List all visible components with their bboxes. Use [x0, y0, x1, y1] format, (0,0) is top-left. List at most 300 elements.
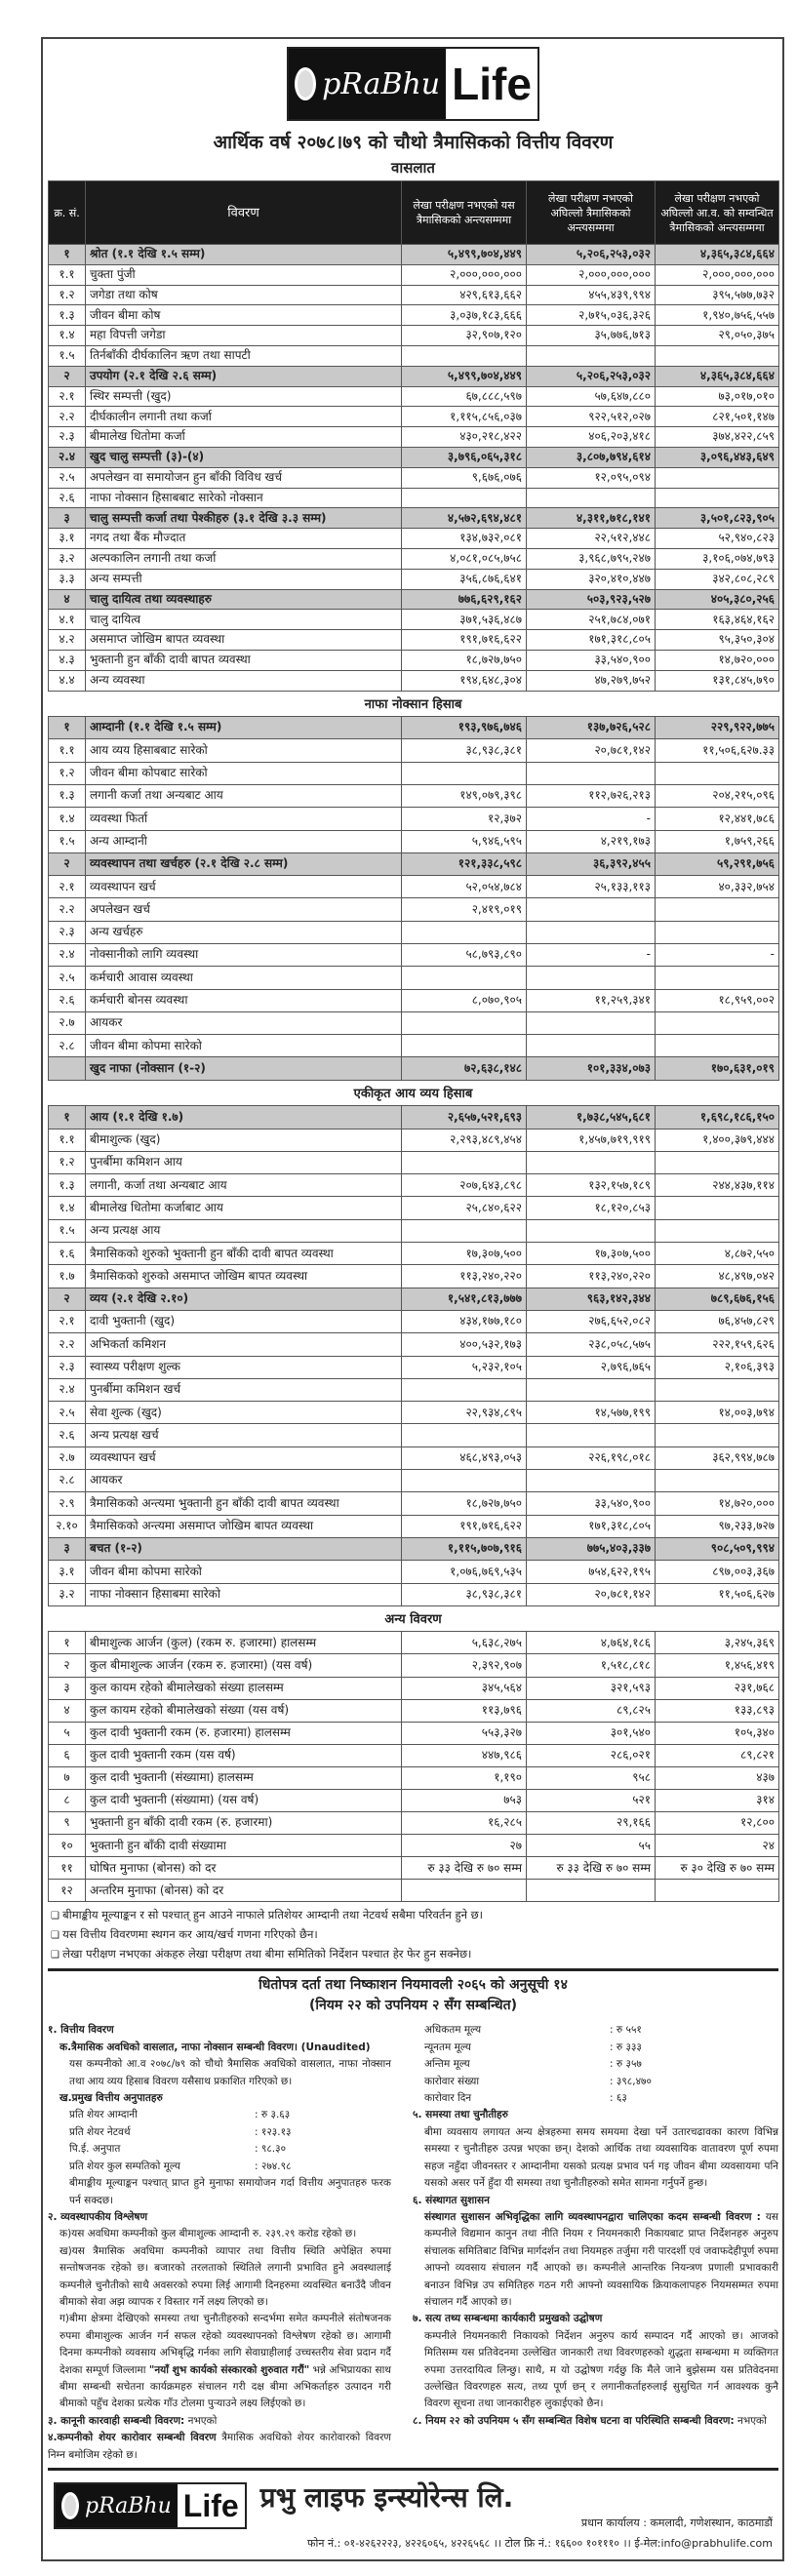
column-header-c2: लेखा परीक्षण नभएको अघिल्लो त्रैमासिकको अन्त्यसम्ममा	[527, 181, 656, 245]
row-value: २९,१६६	[527, 1812, 656, 1835]
row-value: १,९४०,७५६,५५७	[656, 305, 779, 326]
row-value: ७५४,६२२,१९५	[527, 1561, 656, 1583]
section-subheading: ख.प्रमुख वित्तीय अनुपातहरु	[60, 2092, 163, 2105]
row-value: १४,००३,७९४	[656, 1402, 779, 1424]
table-row	[49, 1310, 779, 1332]
row-label: आयकर	[86, 1470, 402, 1492]
table-row	[49, 245, 779, 265]
table-row	[49, 967, 779, 989]
row-label: व्यवस्थापन खर्च	[86, 876, 402, 898]
row-number: १०	[49, 1835, 86, 1857]
row-label: कुल दावी भुक्तानी रकम (यस वर्ष)	[86, 1744, 402, 1766]
row-value	[402, 1378, 527, 1401]
row-label: नोक्सानीको लागि व्यवस्था	[86, 944, 402, 967]
row-value: ३,७९६,०६५,३१८	[402, 447, 527, 467]
row-label: आय (१.१ देखि १.७)	[86, 1106, 402, 1129]
ratio-value: : रु ३.६३	[255, 2109, 291, 2121]
row-label: जीवन बीमा कोपमा सारेको	[86, 1561, 402, 1583]
row-value: ४३०,२१८,४२२	[402, 427, 527, 448]
row-value: २,७९६,७६५	[527, 1356, 656, 1378]
table-row	[49, 610, 779, 630]
table-row	[49, 427, 779, 448]
row-label: बीमाशुल्क (खुद)	[86, 1129, 402, 1151]
table-row	[49, 1424, 779, 1447]
table-row	[49, 1515, 779, 1537]
row-value	[656, 467, 779, 488]
row-label: चालु सम्पत्ती कर्जा तथा पेश्कीहरु (३.१ देखि ३.३ सम्म)	[86, 508, 402, 529]
row-number: २.२	[49, 407, 86, 427]
ratio-label: प्रति शेयर कुल सम्पतिको मूल्य	[69, 2160, 180, 2172]
row-value	[527, 1035, 656, 1057]
row-value: ३,१०६,०७४,७९३	[656, 548, 779, 569]
row-value: ३७१,५३६,४८७	[402, 610, 527, 630]
row-label: लगानी, कर्जा तथा अन्यबाट आय	[86, 1174, 402, 1197]
row-label: चालु दायित्व	[86, 610, 402, 630]
profit-loss-heading: नाफा नोक्सान हिसाब	[364, 696, 462, 712]
row-value: २,०००,०००,०००	[402, 264, 527, 285]
row-value: ३१४	[656, 1789, 779, 1811]
table-row	[49, 876, 779, 898]
row-label: महा विपत्ती जगेडा	[86, 326, 402, 346]
row-value: १७०,६३१,०१९	[656, 1057, 779, 1080]
row-number: ४.३	[49, 650, 86, 670]
row-value: १,७५९,२६६	[656, 830, 779, 852]
row-value: ७६,४५७,८२९	[656, 1310, 779, 1332]
ratio-value: : १२३.१३	[255, 2125, 292, 2138]
row-value: ४००,५३२,१७३	[402, 1333, 527, 1356]
row-value: ४,५७२,६९४,४८१	[402, 508, 527, 529]
row-value: ५,४९९,७०४,४४९	[402, 366, 527, 386]
logo-text: pRaBhu	[85, 2493, 172, 2518]
row-label: व्यवस्था फिर्ता	[86, 808, 402, 830]
table-row	[49, 762, 779, 784]
row-number: २.४	[49, 944, 86, 967]
row-label: घोषित मुनाफा (बोनस) को दर	[86, 1857, 402, 1880]
row-number: १.४	[49, 326, 86, 346]
row-label: तिर्नबाँकी दीर्घकालिन ऋण तथा सापटी	[86, 345, 402, 366]
section-value: नभएको	[737, 2414, 767, 2427]
table-row	[49, 1583, 779, 1605]
row-label: त्रैमासिकको शुरुको भुक्तानी हुन बाँकी दावी बापत व्यवस्था	[86, 1243, 402, 1265]
row-value: ११,५०६,६२७.३३	[656, 739, 779, 762]
row-number: २	[49, 1288, 86, 1310]
row-value: २०,७८१,१४२	[527, 739, 656, 762]
table-row	[49, 589, 779, 610]
row-value: १८,९५९,००२	[656, 989, 779, 1011]
row-value: १०५,३४०	[656, 1722, 779, 1744]
table-row	[49, 285, 779, 305]
row-number: ९	[49, 1812, 86, 1835]
row-value: २४४,४३७,११४	[656, 1174, 779, 1197]
row-number: १.४	[49, 808, 86, 830]
row-value: ३५६,८७६,६४१	[402, 569, 527, 589]
paragraph: बीमा व्यवसाय लगायत अन्य क्षेत्रहरुमा समय समयमा देखा पर्ने उतारचढावका कारण विभिन्न समस्या र चुनौतीहरु उत्पन्न भएका छन्। देशको आर्थिक तथा व्यवसायिक वातावरण पूर्ण रुपमा सहज नहुँदा जीवनस्तर र आम्दानीमा यसको प्रत्यक्ष प्रभाव पर्न गइ जीवन बीमा व्यवसायमा पनि यसको असर पर्ने हुँदा यी समस्या तथा चुनौतीहरुको समेत सामना गर्नुपर्ने हुन्छ।	[424, 2125, 778, 2190]
row-value: २२,९३४,८९५	[402, 1402, 527, 1424]
row-value: ३८,९३८,३८१	[402, 1583, 527, 1605]
row-label: जगेडा तथा कोष	[86, 285, 402, 305]
row-value: १२,४४१,७८६	[656, 808, 779, 830]
row-value: ३,५०१,८२३,९०५	[656, 508, 779, 529]
paragraph	[424, 2209, 778, 2311]
text: भन्ने अभिप्रायका साथ बीमा सम्बन्धी सचेतना कार्यक्रमहरु संचालन गरी दक्ष बीमा अभिकर्ताहरु उत्पादन गरी बीमाको पहुँच देशका प्रत्येक गाँउ टोलमा पुर्‍याउने लक्ष्य लिईएको छ।	[60, 2363, 392, 2410]
row-label: कुल बीमाशुल्क आर्जन (रकम रु. हजारमा) (यस वर्ष)	[86, 1654, 402, 1677]
section-heading: ८. नियम २२ को उपनियम ५ सँग सम्बन्धित विशेष घटना वा परिस्थिति सम्बन्धी विवरण:	[413, 2414, 735, 2427]
row-value: ५,२०६,२५३,०३२	[527, 245, 656, 265]
column-header-sn: क्र. सं.	[49, 181, 86, 245]
row-value: ५९,२९१,७५६	[656, 852, 779, 875]
row-value: २,०००,०००,०००	[527, 264, 656, 285]
row-value: १४,७२०,०००	[656, 1492, 779, 1515]
row-value: १६,२८५	[402, 1812, 527, 1835]
row-value	[527, 1378, 656, 1401]
ratio-list	[48, 2107, 391, 2208]
row-number: ६	[49, 1744, 86, 1766]
table-row	[49, 326, 779, 346]
row-value: ४,३६५,३८४,६६४	[656, 366, 779, 386]
row-label: त्रैमासिकको अन्त्यमा असमाप्त जोखिम बापत व्यवस्था	[86, 1515, 402, 1537]
row-value: १७,३०७,५००	[402, 1243, 527, 1265]
table-row	[49, 1402, 779, 1424]
row-value: २,४१९,०१९	[402, 898, 527, 921]
section-subheading: क.त्रैमासिक अवधिको वासलात, नाफा नोक्सान सम्बन्धी विवरण। (Unaudited)	[60, 2041, 371, 2053]
row-number: १.५	[49, 345, 86, 366]
row-value: १९१,७१६,६२२	[402, 630, 527, 651]
row-value: ५,६३८,२७५	[402, 1632, 527, 1654]
table-row	[49, 569, 779, 589]
row-number: ३.१	[49, 1561, 86, 1583]
text: यस कम्पनीले विद्यमान कानुन तथा नीति नियम र नियमनकारी निकायबाट प्राप्त निर्देशनहरु अनुरुप संचालक समितिबाट विभिन्न मार्गदर्शन तथा नियमहरु तर्जुमा गरी पारदर्शी एवं जवाफदेहीपूर्ण रुपमा आफ्नो व्यवसाय संचालन गर्दै आएको छ। कम्पनीले आन्तरिक नियन्त्रण प्रणाली प्रभावकारी बनाउन विभिन्न उप समितिहरु गठन गरी आफ्नो व्यवसायिक क्रियाकलापहरु नियमसम्मत रुपमा संचालन गर्दै आएको छ।	[424, 2210, 779, 2308]
share-label: अधिकतम मूल्य	[424, 2024, 482, 2037]
row-value: ३४५,५६४	[402, 1677, 527, 1699]
row-number: २.१	[49, 876, 86, 898]
row-value	[402, 921, 527, 943]
row-value: ११३,२४०,२२०	[402, 1265, 527, 1288]
row-label: पुनर्बीमा कमिशन आय	[86, 1151, 402, 1173]
row-number	[49, 1057, 86, 1080]
table-row	[49, 1129, 779, 1151]
row-value: १४,५७७,१९९	[527, 1402, 656, 1424]
row-value: १२१,३३८,५९८	[402, 852, 527, 875]
row-value: ५०३,९२३,५२७	[527, 589, 656, 610]
row-value	[656, 1880, 779, 1902]
row-value: ४४७,९८६	[402, 1744, 527, 1766]
row-label: खुद नाफा (नोक्सान (१-२)	[86, 1057, 402, 1080]
row-label: अन्य व्यवस्था	[86, 670, 402, 691]
share-value: : रु ३५७	[610, 2058, 642, 2071]
row-value: १०१,३३४,०७३	[527, 1057, 656, 1080]
row-number: ४.४	[49, 670, 86, 691]
row-number: २.८	[49, 1470, 86, 1492]
row-value: ११,५०६,६२७	[656, 1583, 779, 1605]
row-value: ४,३११,७१८,१४१	[527, 508, 656, 529]
row-label: नाफा नोक्सान हिसाबबाट सारेको नोक्सान	[86, 488, 402, 508]
row-value: २३८,०५८,५७५	[527, 1333, 656, 1356]
row-number: २.५	[49, 967, 86, 989]
column-header-c3: लेखा परीक्षण नभएको अघिल्लो आ.व. को सम्वन्धित त्रैमासिकको अन्त्यसम्ममा	[656, 181, 779, 245]
table-row	[49, 1561, 779, 1583]
row-value	[402, 1880, 527, 1902]
row-value	[527, 898, 656, 921]
table-row	[49, 1333, 779, 1356]
row-value: २,३९२,९०७	[402, 1654, 527, 1677]
row-label: अन्य खर्चहरु	[86, 921, 402, 943]
row-label: असमाप्त जोखिम बापत व्यवस्था	[86, 630, 402, 651]
ratio-value: : ९८.३०	[255, 2143, 287, 2156]
schedule-left-column	[48, 2022, 391, 2464]
row-value: ४७,२७९,७५२	[527, 670, 656, 691]
logo-life: Life	[182, 2487, 239, 2523]
section-heading: ६. संस्थागत सुशासन	[413, 2194, 490, 2206]
row-value	[656, 1011, 779, 1034]
row-value: ५७,६४७,८८०	[527, 386, 656, 407]
row-number: १.२	[49, 1151, 86, 1173]
row-number: १.४	[49, 1197, 86, 1219]
row-value: ७३,०१७,०१०	[656, 386, 779, 407]
income-expense-table	[48, 1105, 779, 1606]
share-value: : ६३	[610, 2092, 627, 2105]
table-row	[49, 808, 779, 830]
row-label: त्रैमासिकको अन्त्यमा भुक्तानी हुन बाँकी दावी बापत व्यवस्था	[86, 1492, 402, 1515]
row-value	[656, 1378, 779, 1401]
paragraph: त्रैमासिक अवधिको शेयर कारोवारको विवरण निम्न बमोजिम रहेको छ।	[48, 2432, 391, 2461]
share-label: कारोवार दिन	[424, 2092, 472, 2105]
row-value: ३,०९६,४४३,६४९	[656, 447, 779, 467]
balance-sheet-heading: वासलात	[391, 158, 435, 177]
row-number: २.४	[49, 447, 86, 467]
row-value: ३,०३७,१८३,६६६	[402, 305, 527, 326]
table-row	[49, 305, 779, 326]
row-number: १.३	[49, 1174, 86, 1197]
row-value: १३७,७२६,५२८	[527, 717, 656, 739]
row-value: १३१,८४५,७९०	[656, 670, 779, 691]
page-frame	[41, 37, 784, 2561]
row-value: ५,२३२,१०५	[402, 1356, 527, 1378]
share-value: : रु ३३३	[610, 2041, 642, 2053]
table-row	[49, 830, 779, 852]
row-number: १.५	[49, 1219, 86, 1242]
row-label: नगद तथा बैंक मौज्दात	[86, 529, 402, 549]
table-row	[49, 1011, 779, 1034]
table-row	[49, 1219, 779, 1242]
notes	[51, 1906, 778, 1964]
ratio-value: : २७४.९८	[255, 2160, 292, 2172]
share-label: अन्तिम मूल्य	[424, 2058, 470, 2071]
row-value	[402, 967, 527, 989]
table-row	[49, 1035, 779, 1057]
row-number: २.३	[49, 1356, 86, 1378]
row-label: जीवन बीमा कोपमा सारेको	[86, 1035, 402, 1057]
paragraph: बीमाङ्कीय मूल्याङ्कन पश्चात् प्राप्त हुने मुनाफा समायोजन गर्दा वित्तीय अनुपातहरु फरक पर्न सक्दछ।	[69, 2177, 391, 2206]
row-label: कुल कायम रहेको बीमालेखको संख्या हालसम्म	[86, 1677, 402, 1699]
divider	[48, 1968, 778, 1971]
row-value: १४९,०७९,३९८	[402, 784, 527, 807]
row-value: ४,८७२,५५०	[656, 1243, 779, 1265]
row-number: २.३	[49, 427, 86, 448]
row-number: २.७	[49, 1447, 86, 1469]
company-name: प्रभु लाइफ इन्स्योरेन्स लि.	[259, 2481, 514, 2514]
row-value: ५५३,३२७	[402, 1722, 527, 1744]
row-label: भुक्तानी हुन बाँकी दावी बापत व्यवस्था	[86, 650, 402, 670]
row-label: अन्य सम्पत्ती	[86, 569, 402, 589]
row-value: २०४,२१५,०९६	[656, 784, 779, 807]
row-value: ३८,९३८,३८१	[402, 739, 527, 762]
row-value: ३,९६८,७९५,२४७	[527, 548, 656, 569]
row-value	[656, 1219, 779, 1242]
row-number: ४.१	[49, 610, 86, 630]
table-row	[49, 1812, 779, 1835]
row-value: १,४५६,४१९	[656, 1654, 779, 1677]
row-value: २२,५१२,४४८	[527, 529, 656, 549]
table-row	[49, 447, 779, 467]
row-value	[527, 1011, 656, 1034]
row-number: १.३	[49, 305, 86, 326]
row-value: ३२,९०७,१२०	[402, 326, 527, 346]
row-value	[402, 1151, 527, 1173]
row-value: ४०,३३२,७५४	[656, 876, 779, 898]
row-value: १९४,६४८,३०४	[402, 670, 527, 691]
row-value: ९२२,५१२,०२७	[527, 407, 656, 427]
row-number: १.२	[49, 762, 86, 784]
row-value: ३४२,८०८,२८९	[656, 569, 779, 589]
row-value: ११२,७२६,२१३	[527, 784, 656, 807]
row-value	[527, 1880, 656, 1902]
row-number: ४	[49, 589, 86, 610]
paragraph: कम्पनीले नियमनकारी निकायको निर्देशन अनुरुप कार्य सम्पादन गर्दै आएको छ। आजको मितिसम्म यस प्रतिवेदनमा उल्लेखित जानकारी तथा विवरणहरुको शुद्धता सम्बन्धमा म व्यक्तिगत रुपमा उत्तरदायित्व लिन्छु। साथै, म यो उद्घोषण गर्दछु कि मैले जाने बुझेसम्म यस प्रतिवेदनमा उल्लेखित विवरणहरु सत्य, तथ्य पूर्ण छन् र लगानीकर्ताहरुलाई सुसुचित गर्न आवश्यक कुनै विवरण सूचना तथा जानकारीहरु लुकाईएको छैन।	[424, 2329, 778, 2410]
row-value: ९५,३५०,३०४	[656, 630, 779, 651]
row-label: दीर्घकालीन लगानी तथा कर्जा	[86, 407, 402, 427]
table-row	[49, 1470, 779, 1492]
row-label: कर्मचारी बोनस व्यवस्था	[86, 989, 402, 1011]
footer-logo	[54, 2482, 247, 2529]
row-label: व्यय (२.१ देखि २.१०)	[86, 1288, 402, 1310]
table-row	[49, 1654, 779, 1677]
row-value: १७१,३१८,८०५	[527, 1515, 656, 1537]
table-row	[49, 386, 779, 407]
row-value: २७६,६५२,०८२	[527, 1310, 656, 1332]
table-row	[49, 784, 779, 807]
other-details-table	[48, 1631, 779, 1902]
row-value	[402, 488, 527, 508]
row-label: व्यवस्थापन तथा खर्चहरु (२.१ देखि २.८ सम्म)	[86, 852, 402, 875]
row-value: ४,२१९,१७३	[527, 830, 656, 852]
row-number: १.१	[49, 264, 86, 285]
ratio-label: पि.ई. अनुपात	[69, 2143, 121, 2156]
table-row	[49, 1106, 779, 1129]
row-value: -	[527, 808, 656, 830]
table-row	[49, 852, 779, 875]
row-value	[527, 345, 656, 366]
row-value: ११३,२४०,२२०	[527, 1265, 656, 1288]
row-label: बचत (१-२)	[86, 1537, 402, 1560]
row-value: १२,०९५,०९४	[527, 467, 656, 488]
row-value: ५,९४६,५९५	[402, 830, 527, 852]
table-row	[49, 548, 779, 569]
row-label: अन्तरिम मुनाफा (बोनस) को दर	[86, 1880, 402, 1902]
table-row	[49, 717, 779, 739]
row-label: बीमाशुल्क आर्जन (कुल) (रकम रु. हजारमा) हालसम्म	[86, 1632, 402, 1654]
row-number: १	[49, 1632, 86, 1654]
row-label: आम्दानी (१.१ देखि १.५ सम्म)	[86, 717, 402, 739]
row-value: १२,३७२	[402, 808, 527, 830]
row-label: चालु दायित्व तथा व्यवस्थाहरु	[86, 589, 402, 610]
row-label: कुल दावी भुक्तानी (संख्यामा) (यस वर्ष)	[86, 1789, 402, 1811]
contact-info: फोन नं.: ०१-४२६२२२३, ४२२६०६५, ४२२६५६८ ।। टोल फ्रि नं.: १६६०० १०१११० ।। ई-मेल:info@prabhulife.com	[307, 2536, 773, 2550]
row-value	[527, 967, 656, 989]
row-value: ४,०८१,०८५,७५८	[402, 548, 527, 569]
row-value: ३५,७७६,७१३	[527, 326, 656, 346]
table-row	[49, 1151, 779, 1173]
row-value: ९७,२३३,७२७	[656, 1515, 779, 1537]
table-row	[49, 1677, 779, 1699]
row-label: बीमालेख धितोमा कर्जाबाट आय	[86, 1197, 402, 1219]
row-value: २५,८४०,६२२	[402, 1197, 527, 1219]
row-value	[402, 345, 527, 366]
row-number: २.८	[49, 1035, 86, 1057]
row-value: २९,०५०,३७५	[656, 326, 779, 346]
other-details-heading: अन्य विवरण	[384, 1611, 442, 1627]
row-value: १६३,४६४,१६२	[656, 610, 779, 630]
row-value: ४३४,१७७,१८०	[402, 1310, 527, 1332]
row-label: त्रैमासिकको शुरुको असमाप्त जोखिम बापत व्यवस्था	[86, 1265, 402, 1288]
row-value: ३७४,४२२,८५९	[656, 427, 779, 448]
table-row	[49, 739, 779, 762]
row-value: ७२,६३८,१४८	[402, 1057, 527, 1080]
logo-seal-icon	[295, 67, 316, 100]
row-label: अपलेखन वा समायोजन हुन बाँकी विविध खर्च	[86, 467, 402, 488]
row-value	[656, 1035, 779, 1057]
row-value: १३२,१५७,१८९	[527, 1174, 656, 1197]
row-value: १,६९८,१८६,१५०	[656, 1106, 779, 1129]
table-row	[49, 1174, 779, 1197]
table-row	[49, 1447, 779, 1469]
row-value: ४८,४९७,०४२	[656, 1265, 779, 1288]
row-label: भुक्तानी हुन बाँकी दावी संख्यामा	[86, 1835, 402, 1857]
table-row	[49, 1880, 779, 1902]
section-heading: ४.कम्पनीको शेयर कारोवार सम्बन्धी विवरण	[48, 2432, 217, 2444]
row-value: रु ३० देखि रु ७० सम्म	[656, 1857, 779, 1880]
row-value: रु ३३ देखि रु ७० सम्म	[527, 1857, 656, 1880]
row-number: ३.३	[49, 569, 86, 589]
row-value: ५२,०५४,७८४	[402, 876, 527, 898]
row-value: १८,७२७,७५०	[402, 650, 527, 670]
table-row	[49, 1722, 779, 1744]
balance-sheet-table	[48, 180, 779, 692]
row-number: २.५	[49, 1402, 86, 1424]
row-value	[656, 1197, 779, 1219]
slogan: "नयाँ शुभ कार्यको संस्कारको शुरुवात गरौं"	[148, 2363, 310, 2376]
row-label: बीमालेख धितोमा कर्जा	[86, 427, 402, 448]
row-value: ८,०७०,९०५	[402, 989, 527, 1011]
row-number: १.२	[49, 285, 86, 305]
row-value: १७१,३१८,८०५	[527, 630, 656, 651]
row-value: २२९,९२२,७७५	[656, 717, 779, 739]
row-value: ८९,८२५	[527, 1699, 656, 1722]
row-value	[656, 1151, 779, 1173]
row-value: ३३,५४०,९००	[527, 1492, 656, 1515]
row-value: ७७५,४०३,३३७	[527, 1537, 656, 1560]
row-number: २.६	[49, 1424, 86, 1447]
income-expense-heading: एकीकृत आय व्यय हिसाब	[353, 1086, 473, 1101]
row-number: ७	[49, 1766, 86, 1789]
row-number: १.३	[49, 784, 86, 807]
row-value: ५२१	[527, 1789, 656, 1811]
table-row	[49, 1789, 779, 1811]
row-value: ४६८,४९३,०५३	[402, 1447, 527, 1469]
row-label: श्रोत (१.१ देखि १.५ सम्म)	[86, 245, 402, 265]
row-label: दावी भुक्तानी (खुद)	[86, 1310, 402, 1332]
row-value: १,४५७,७१९,९१९	[527, 1129, 656, 1151]
row-number: २	[49, 1654, 86, 1677]
